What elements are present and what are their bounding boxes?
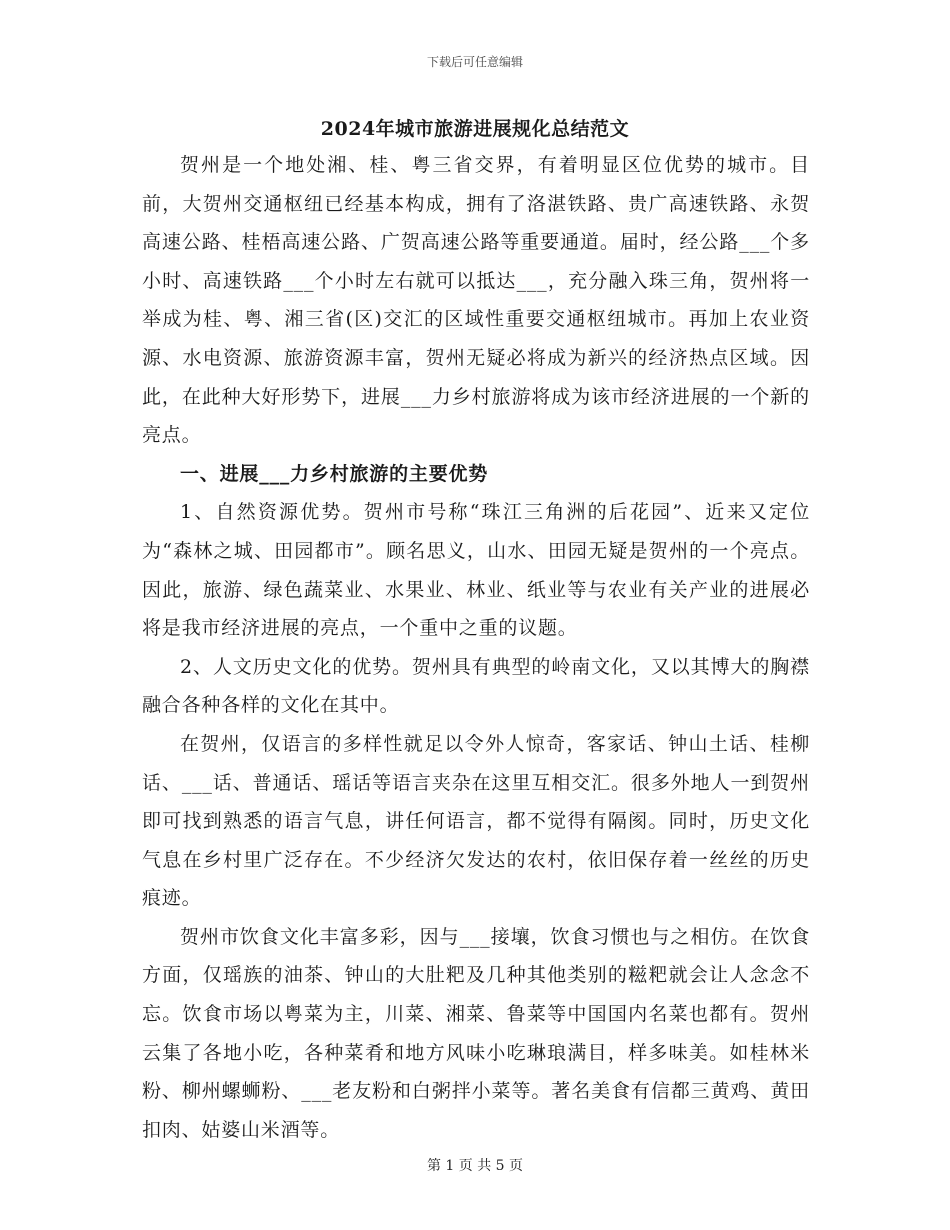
page-header-note: 下载后可任意编辑 <box>426 55 523 69</box>
paragraph-natural-resources: 1、自然资源优势。贺州市号称“珠江三角洲的后花园”、近来又定位为“森林之城、田园都市”。顾名思义，山水、田园无疑是贺州的一个亮点。因此，旅游、绿色蔬菜业、水果业、林业、纸业等与农业有关产业的进展必将是我市经济进展的亮点，一个重中之重的议题。 <box>142 501 810 640</box>
document-body <box>142 146 810 1149</box>
paragraph-food-culture: 贺州市饮食文化丰富多彩，因与___接壤，饮食习惯也与之相仿。在饮食方面，仅瑶族的油茶、钟山的大肚粑及几种其他类别的糍粑就会让人念念不忘。饮食市场以粤菜为主，川菜、湘菜、鲁菜等中国国内名菜也都有。贺州云集了各地小吃，各种菜肴和地方风味小吃琳琅满目，样多味美。如桂林米粉、柳州螺蛳粉、___老友粉和白粥拌小菜等。著名美食有信都三黄鸡、黄田扣肉、姑婆山米酒等。 <box>142 925 810 1141</box>
paragraph-intro: 贺州是一个地处湘、桂、粤三省交界，有着明显区位优势的城市。目前，大贺州交通枢纽已经基本构成，拥有了洛湛铁路、贵广高速铁路、永贺高速公路、桂梧高速公路、广贺高速公路等重要通道。届时，经公路___个多小时、高速铁路___个小时左右就可以抵达___，充分融入珠三角，贺州将一举成为桂、粤、湘三省(区)交汇的区域性重要交通枢纽城市。再加上农业资源、水电资源、旅游资源丰富，贺州无疑必将成为新兴的经济热点区域。因此，在此种大好形势下，进展___力乡村旅游将成为该市经济进展的一个新的亮点。 <box>142 154 810 447</box>
page-number: 第 1 页 共 5 页 <box>426 1158 524 1174</box>
paragraph-cultural-heritage: 2、人文历史文化的优势。贺州具有典型的岭南文化，又以其博大的胸襟融合各种各样的文化在其中。 <box>142 655 810 717</box>
paragraph-language: 在贺州，仅语言的多样性就足以令外人惊奇，客家话、钟山土话、桂柳话、___话、普通话、瑶话等语言夹杂在这里互相交汇。很多外地人一到贺州即可找到熟悉的语言气息，讲任何语言，都不觉得有隔阂。同时，历史文化气息在乡村里广泛存在。不少经济欠发达的农村，依旧保存着一丝丝的历史痕迹。 <box>142 732 810 910</box>
document-title: 2024年城市旅游进展规化总结范文 <box>320 118 630 140</box>
section-heading: 一、进展___力乡村旅游的主要优势 <box>180 462 489 485</box>
